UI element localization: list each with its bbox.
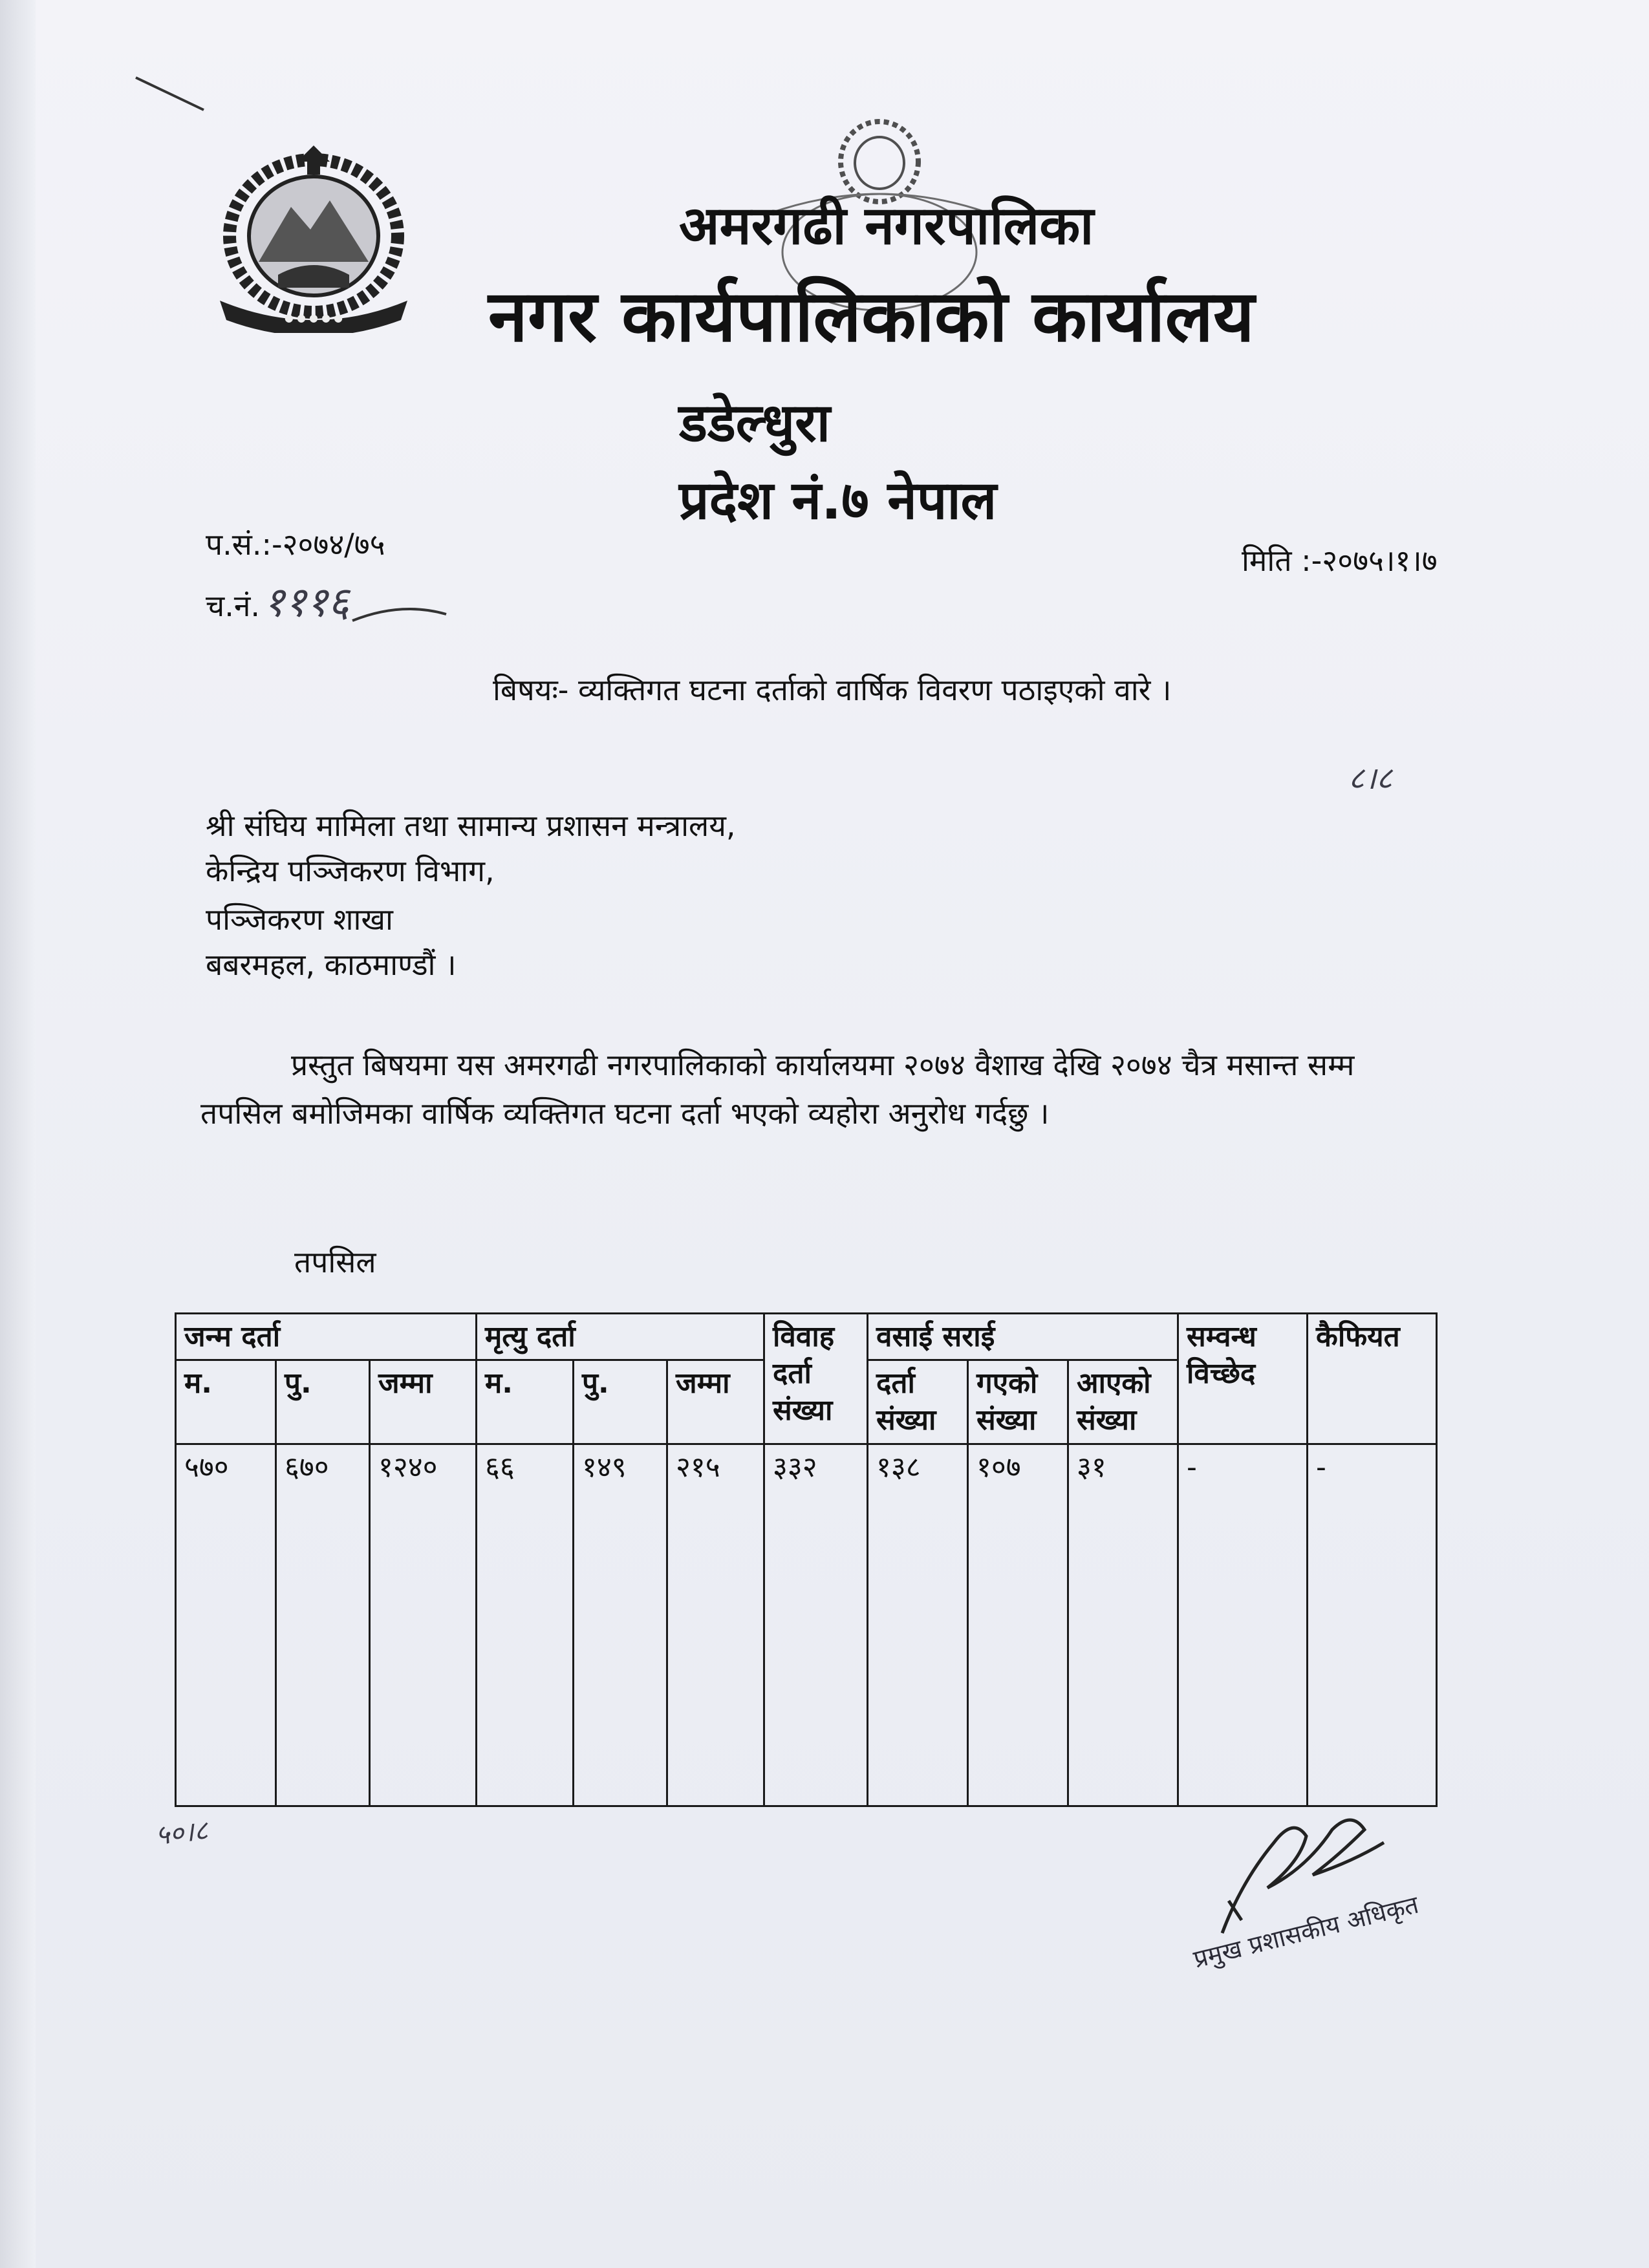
migration-registered-value: १३८ [868,1444,968,1806]
chalani-label: च.नं. [206,588,260,623]
district-name: डडेल्धुरा [679,392,830,454]
migration-registered-header: दर्ता संख्या [868,1360,968,1444]
addressee-line-2: केन्द्रिय पञ्जिकरण विभाग, [206,853,495,888]
migration-in-header: आएको संख्या [1068,1360,1178,1444]
patra-sankhya: प.सं.:-२०७४/७५ [206,527,385,562]
margin-handwritten-note: ८।८ [1348,760,1393,797]
death-female-header: म. [477,1360,574,1444]
nepal-emblem-icon [207,145,420,333]
table-header-row [176,1314,1437,1360]
signatory-title: प्रमुख प्रशासकीय अधिकृत [1191,1890,1422,1974]
birth-male-value: ६७० [276,1444,370,1806]
office-name: नगर कार्यपालिकाको कार्यालय [488,275,1255,358]
registration-table [175,1312,1438,1807]
table-row [176,1444,1437,1806]
divorce-header: सम्वन्ध विच्छेद [1178,1314,1308,1444]
death-header: मृत्यु दर्ता [477,1314,764,1360]
province-name: प्रदेश नं.७ नेपाल [679,470,997,531]
divorce-value: - [1178,1444,1308,1806]
chalani-handwritten-number: १११६ [263,579,350,626]
birth-total-value: १२४० [370,1444,477,1806]
migration-out-value: १०७ [968,1444,1068,1806]
migration-out-header: गएको संख्या [968,1360,1068,1444]
initial-handwritten-note: ५०।८ [153,1813,210,1852]
marriage-header: विवाह दर्ता संख्या [764,1314,868,1444]
death-male-value: १४९ [574,1444,667,1806]
death-total-header: जम्मा [667,1360,764,1444]
addressee-line-4: बबरमहल, काठमाण्डौं । [206,947,457,982]
death-female-value: ६६ [477,1444,574,1806]
letter-subject: बिषयः- व्यक्तिगत घटना दर्ताको वार्षिक विवरण पठाइएको वारे । [493,672,1172,707]
tapsil-label: तपसिल [294,1245,376,1279]
letter-date: मिति :-२०७५।१।७ [1242,543,1438,578]
birth-female-header: म. [176,1360,276,1444]
addressee-line-1: श्री संघिय मामिला तथा सामान्य प्रशासन मन्त्रालय, [206,808,736,843]
remarks-value: - [1308,1444,1437,1806]
underline-stroke [349,601,453,627]
death-total-value: २१५ [667,1444,764,1806]
paragraph-line-2: तपसिल बमोजिमका वार्षिक व्यक्तिगत घटना दर्ता भएको व्यहोरा अनुरोध गर्दछु । [200,1096,1050,1131]
birth-female-value: ५७० [176,1444,276,1806]
paragraph-line-1: प्रस्तुत बिषयमा यस अमरगढी नगरपालिकाको कार्यालयमा २०७४ वैशाख देखि २०७४ चैत्र मसान्त सम्म [291,1047,1355,1082]
chalani-number [206,572,349,628]
birth-header: जन्म दर्ता [176,1314,477,1360]
birth-male-header: पु. [276,1360,370,1444]
migration-in-value: ३१ [1068,1444,1178,1806]
migration-header: वसाई सराई [868,1314,1178,1360]
svg-text:● ● ● ● ●: ● ● ● ● ● [284,312,343,324]
municipality-name: अमरगढी नगरपालिका [679,195,1094,257]
remarks-header: कैफियत [1308,1314,1437,1444]
marriage-value: ३३२ [764,1444,868,1806]
addressee-line-3: पञ्जिकरण शाखा [206,902,393,937]
birth-total-header: जम्मा [370,1360,477,1444]
page-edge-shadow [0,0,36,2268]
pen-stroke-mark [133,71,210,116]
death-male-header: पु. [574,1360,667,1444]
